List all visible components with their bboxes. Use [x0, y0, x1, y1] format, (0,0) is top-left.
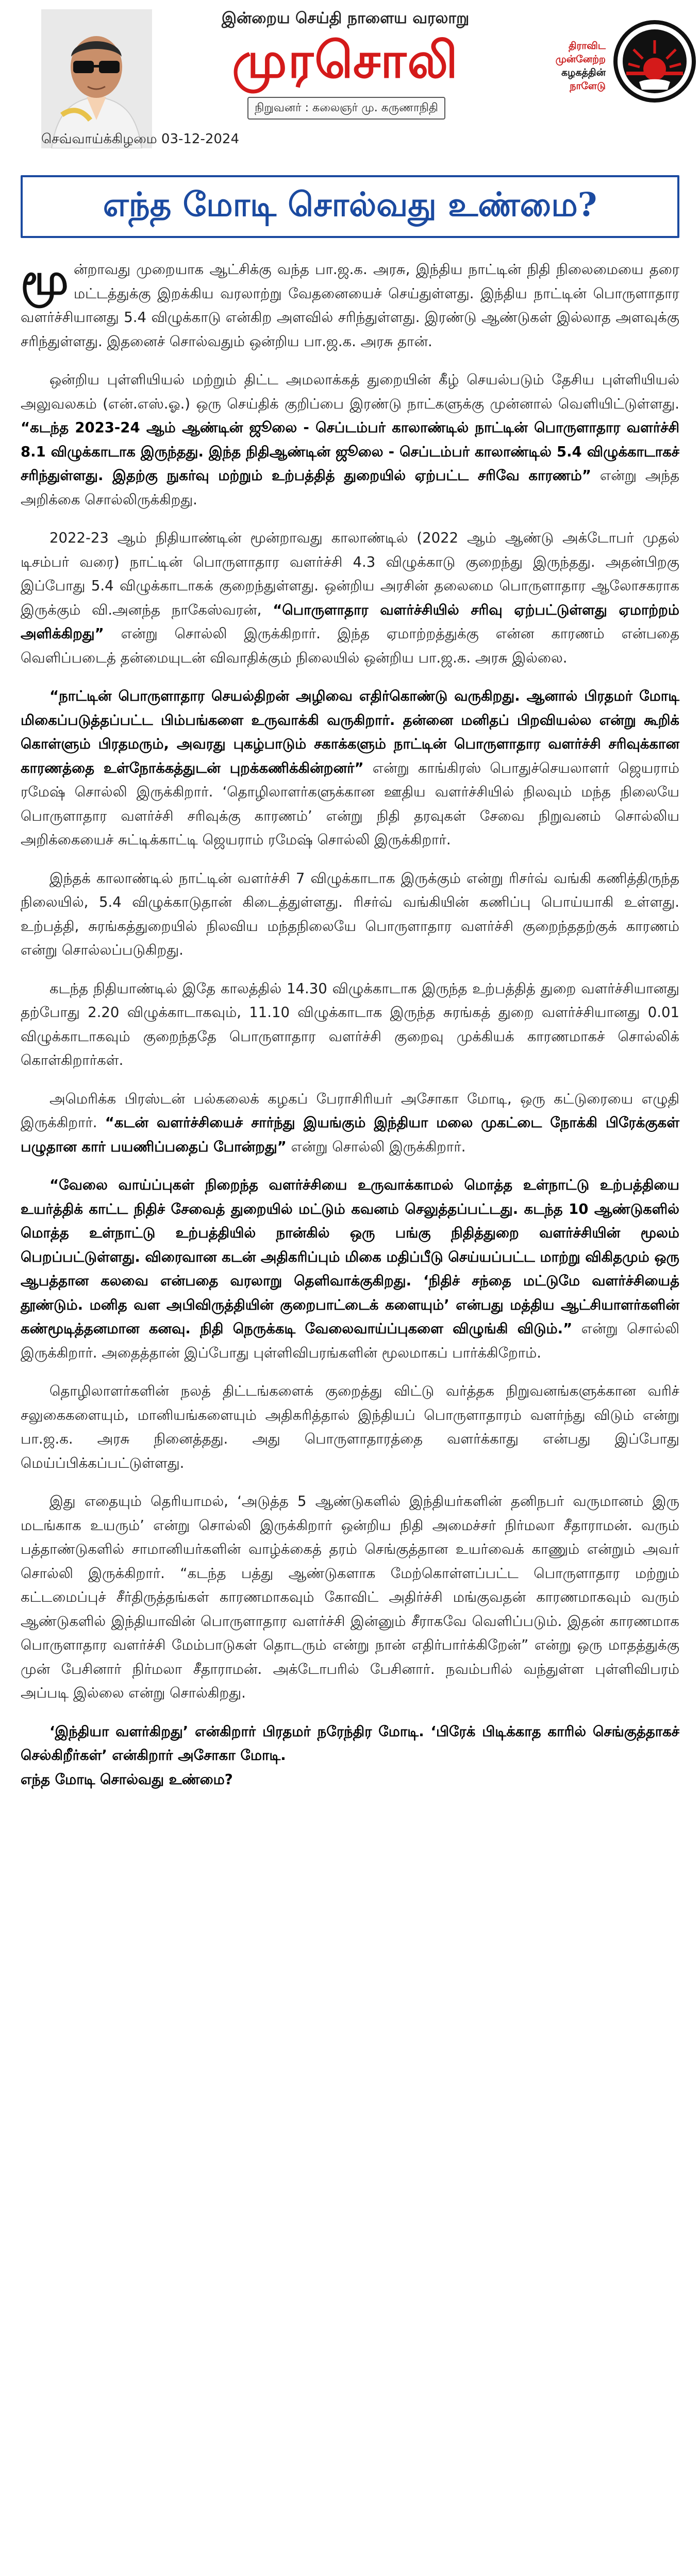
- paragraph-11: [21, 1720, 679, 1792]
- founder-portrait: [41, 9, 152, 148]
- newspaper-logo: முரசொலி: [232, 31, 459, 89]
- editorial-article: [21, 254, 680, 1791]
- masthead: [21, 0, 679, 155]
- party-emblem: [528, 14, 698, 143]
- emblem-text: [528, 39, 606, 93]
- paragraph-3-quote: “பொருளாதார வளர்ச்சியில் சரிவு ஏற்பட்டுள்ளது ஏமாற்றம் அளிக்கிறது”: [21, 601, 679, 642]
- paragraph-3: [21, 526, 679, 670]
- rising-sun-emblem-icon: [611, 18, 698, 105]
- paragraph-1-text: ன்றாவது முறையாக ஆட்சிக்கு வந்த பா.ஜ.க. அரசு, இந்திய நாட்டின் நிதி நிலைமையை தரை மட்டத்துக்கு இறக்கிய வரலாற்று வேதனையைச் செய்துள்ளது. இந்திய நாட்டின் பொருளாதார வளர்ச்சியானது 5.4 விழுக்காடு என்கிற அளவில் சரிந்துள்ளது. இரண்டு ஆண்டுகள் இல்லாத அளவுக்கு சரிந்துள்ளது. இதனைச் சொல்வதும் ஒன்றிய பா.ஜ.க. அரசு தான்.: [21, 261, 679, 350]
- paragraph-5-text: இந்தக் காலாண்டில் நாட்டின் வளர்ச்சி 7 விழுக்காடாக இருக்கும் என்று ரிசர்வ் வங்கி கணித்திருந்த நிலையில், 5.4 விழுக்காடுதான் கிடைத்துள்ளது. ரிசர்வ் வங்கியின் கணிப்பு பொய்யாகி உள்ளது. உற்பத்தி, சுரங்கத்துறையில் நிலவிய மந்தநிலையே பொருளாதார வளர்ச்சி குறைந்ததற்குக் காரணம் என்று சொல்லப்படுகிறது.: [21, 870, 679, 958]
- paragraph-7-tail: என்று சொல்லி இருக்கிறார்.: [286, 1138, 466, 1155]
- paragraph-3-tail: என்று சொல்லி இருக்கிறார். இந்த ஏமாற்றத்துக்கு என்ன காரணம் என்பதை வெளிப்படைத் தன்மையுடன் விவாதிக்கும் நிலையில் ஒன்றிய பா.ஜ.க. அரசு இல்லை.: [21, 625, 679, 666]
- paragraph-10: [21, 1489, 679, 1705]
- closing-question: எந்த மோடி சொல்வது உண்மை?: [21, 1771, 233, 1788]
- paragraph-11-quote: ‘இந்தியா வளர்கிறது’ என்கிறார் பிரதமர் நரேந்திர மோடி. ‘பிரேக் பிடிக்காத காரில் செங்குத்தாகச் செல்கிறீர்கள்’ என்கிறார் அசோகா மோடி.: [21, 1723, 679, 1764]
- paragraph-4-tail: என்று காங்கிரஸ் பொதுச்செயலாளர் ஜெயராம் ரமேஷ் சொல்லி இருக்கிறார். ‘தொழிலாளர்களுக்கான ஊதிய வளர்ச்சியில் நிலவும் மந்த நிலையே பொருளாதார வளர்ச்சி சரிவுக்கு காரணம்’ என்று நிதி தரவுகள் சேவை நிறுவனம் சொல்லிய அறிக்கையைச் சுட்டிக்காட்டி ஜெயராம் ரமேஷ் சொல்லி இருக்கிறார்.: [21, 759, 679, 848]
- paragraph-4-quote: “நாட்டின் பொருளாதார செயல்திறன் அழிவை எதிர்கொண்டு வருகிறது. ஆனால் பிரதமர் மோடி மிகைப்படுத்தப்பட்ட பிம்பங்களை உருவாக்கி வருகிறார். தன்னை மனிதப் பிறவியல்ல என்று கூறிக் கொள்ளும் பிரதமரும், அவரது புகழ்பாடும் சகாக்களும் நாட்டின் பொருளாதார வளர்ச்சி சரிவுக்கான காரணத்தை உள்நோக்கத்துடன் புறக்கணிக்கின்றனர்”: [21, 688, 679, 776]
- paragraph-2-tail: என்று அந்த அறிக்கை சொல்லிருக்கிறது.: [21, 467, 679, 508]
- founder-line: நிறுவனர் : கலைஞர் மு. கருணாநிதி: [247, 97, 445, 120]
- paragraph-8-tail: என்று சொல்லி இருக்கிறார். அதைத்தான் இப்போது புள்ளிவிபரங்களின் மூலமாகப் பார்க்கிறோம்.: [21, 1320, 679, 1361]
- drop-cap: மூ: [21, 254, 69, 304]
- headline-box: [21, 175, 679, 238]
- paragraph-10-text: இது எதையும் தெரியாமல், ‘அடுத்த 5 ஆண்டுகளில் இந்தியர்களின் தனிநபர் வருமானம் இரு மடங்காக உயரும்’ என்று சொல்லி இருக்கிறார் ஒன்றிய நிதி அமைச்சர் நிர்மலா சீதாராமன். வரும் பத்தாண்டுகளில் சாமானியர்களின் வாழ்க்கைத் தரம் செங்குத்தான உயர்வைக் காணும் என்றும் அவர் சொல்லி இருக்கிறார். “கடந்த பத்து ஆண்டுகளாக மேற்கொள்ளப்பட்ட பொருளாதார மற்றும் கட்டமைப்புச் சீர்திருத்தங்கள் காரணமாகவும் கோவிட் அதிர்ச்சி மங்குவதன் காரணமாகவும் வரும் ஆண்டுகளில் இந்தியாவின் பொருளாதார வளர்ச்சி இன்னும் சீராகவே வெளிப்படும். இதன் காரணமாக பொருளாதார வளர்ச்சி மேம்பாடுகள் தொடரும் என்று நான் எதிர்பார்க்கிறேன்” என்று ஒரு மாதத்துக்கு முன் பேசினார் நிர்மலா சீதாராமன். அக்டோபரில் பேசினார். நவம்பரில் வந்துள்ள புள்ளிவிபரம் அப்படி இல்லை என்று சொல்கிறது.: [21, 1493, 679, 1701]
- paragraph-7-text: அமெரிக்க பிரஸ்டன் பல்கலைக் கழகப் பேராசிரியர் அசோகா மோடி, ஒரு கட்டுரையை எழுதி இருக்கிறார்.: [21, 1090, 679, 1131]
- headline: எந்த மோடி சொல்வது உண்மை?: [103, 185, 597, 224]
- paragraph-7: [21, 1087, 679, 1159]
- emblem-text-line-2: கழகத்தின்: [561, 67, 606, 78]
- emblem-text-line-3: நாளேடு: [570, 80, 606, 92]
- emblem-text-line-1: திராவிட முன்னேற்ற: [555, 40, 606, 65]
- founder-portrait-illustration: [41, 9, 152, 148]
- paragraph-8: [21, 1173, 679, 1365]
- paragraph-6: [21, 977, 679, 1073]
- paragraph-9-text: தொழிலாளர்களின் நலத் திட்டங்களைக் குறைத்து விட்டு வர்த்தக நிறுவனங்களுக்கான வரிச் சலுகைகளையும், மானியங்களையும் அதிகரித்தால் இந்தியப் பொருளாதாரம் வளர்ந்து விடும் என்று பா.ஜ.க. அரசு நினைத்தது. அது பொருளாதாரத்தை வளர்க்காது என்பது இப்போது மெய்ப்பிக்கப்பட்டுள்ளது.: [21, 1383, 679, 1471]
- paragraph-7-quote: “கடன் வளர்ச்சியைச் சார்ந்து இயங்கும் இந்தியா மலை முகட்டை நோக்கி பிரேக்குகள் பழுதான கார் பயணிப்பதைப் போன்றது”: [21, 1114, 680, 1155]
- paragraph-2-quote: “கடந்த 2023-24 ஆம் ஆண்டின் ஜூலை - செப்டம்பர் காலாண்டில் நாட்டின் பொருளாதார வளர்ச்சி 8.1 விழுக்காடாக இருந்தது. இந்த நிதிஆண்டின் ஜூலை - செப்டம்பர் காலாண்டில் 5.4 விழுக்காடாகச் சரிந்துள்ளது. இதற்கு நுகர்வு மற்றும் உற்பத்தித் துறையில் ஏற்பட்ட சரிவே காரணம்”: [21, 419, 679, 484]
- paragraph-1: [21, 254, 679, 353]
- paragraph-2-text: ஒன்றிய புள்ளியியல் மற்றும் திட்ட அமலாக்கத் துறையின் கீழ் செயல்படும் தேசிய புள்ளியியல் அலுவலகம் (என்.எஸ்.ஓ.) ஒரு செய்திக் குறிப்பை இரண்டு நாட்களுக்கு முன்னால் வெளியிட்டுள்ளது.: [21, 371, 679, 412]
- paragraph-8-quote: “வேலை வாய்ப்புகள் நிறைந்த வளர்ச்சியை உருவாக்காமல் மொத்த உள்நாட்டு உற்பத்தியை உயர்த்திக் காட்ட நிதிச் சேவைத் துறையில் மட்டும் கவனம் செலுத்தப்பட்டது. கடந்த 10 ஆண்டுகளில் மொத்த உள்நாட்டு உற்பத்தியில் நான்கில் ஒரு பங்கு நிதித்துறை வளர்ச்சியின் மூலம் பெறப்பட்டுள்ளது. விரைவான கடன் அதிகரிப்பும் மிகை மதிப்பீடு செய்யப்பட்ட மாற்று விகிதமும் ஒரு ஆபத்தான கலவை என்பதை வரலாறு தெளிவாக்குகிறது. ‘நிதிச் சந்தை மட்டுமே வளர்ச்சியைத் தூண்டும். மனித வள அபிவிருத்தியின் குறைபாட்டைக் களையும்’ என்பது மத்திய ஆட்சியாளர்களின் கண்மூடித்தனமான கனவு. நிதி நெருக்கடி வேலைவாய்ப்புகளை விழுங்கி விடும்.”: [21, 1177, 679, 1337]
- paragraph-9: [21, 1379, 679, 1475]
- tagline: இன்றைய செய்தி நாளைய வரலாறு: [221, 9, 470, 27]
- paragraph-6-text: கடந்த நிதியாண்டில் இதே காலத்தில் 14.30 விழுக்காடாக இருந்த உற்பத்தித் துறை வளர்ச்சியானது தற்போது 2.20 விழுக்காடாகவும், 11.10 விழுக்காடாக இருந்த சுரங்கத் துறை வளர்ச்சியானது 0.01 விழுக்காடாகவும் குறைந்ததே பொருளாதார வளர்ச்சி குறைவு முக்கியக் காரணமாகச் சொல்லிக் கொள்கிறார்கள்.: [21, 980, 679, 1069]
- publication-date: செவ்வாய்க்கிழமை 03-12-2024: [41, 131, 240, 147]
- paragraph-2: [21, 368, 679, 512]
- paragraph-3-text: 2022-23 ஆம் நிதியாண்டின் மூன்றாவது காலாண்டில் (2022 ஆம் ஆண்டு அக்டோபர் முதல் டிசம்பர் வரை) நாட்டின் பொருளாதார வளர்ச்சி 4.3 விழுக்காடு குறைந்து இருந்தது. அதன்பிறகு இப்போது 5.4 விழுக்காடாகக் குறைந்துள்ளது. ஒன்றிய அரசின் தலைமை பொருளாதார ஆலோசகராக இருக்கும் வி.அனந்த நாகேஸ்வரன்,: [21, 530, 679, 618]
- paragraph-4: [21, 684, 679, 852]
- paragraph-5: [21, 867, 679, 962]
